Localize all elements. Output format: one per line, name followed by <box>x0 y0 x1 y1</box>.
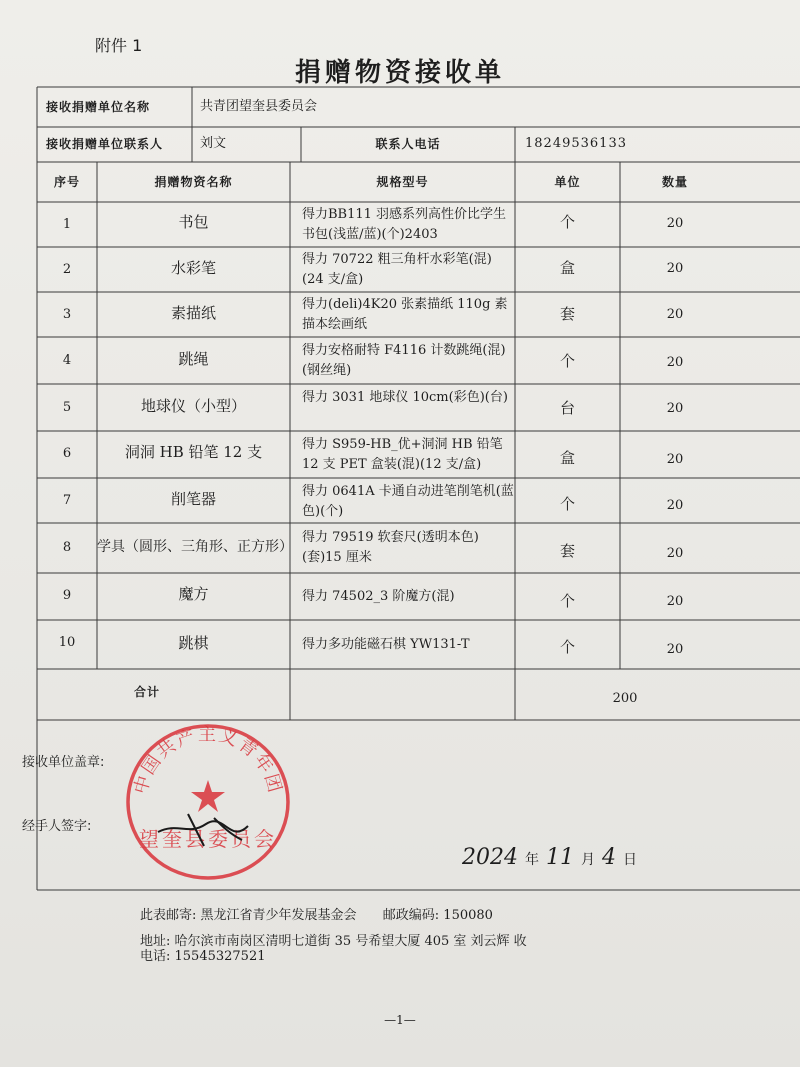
recipient-contact-value: 刘文 <box>200 136 227 151</box>
row-spec: 得力 79519 软套尺(透明本色)(套)15 厘米 <box>302 530 479 565</box>
row-index: 5 <box>62 400 72 415</box>
handler-label: 经手人签字: <box>22 819 92 834</box>
row-index: 6 <box>62 446 72 461</box>
row-spec: 得力 74502_3 阶魔方(混) <box>302 589 455 604</box>
row-qty: 20 <box>666 355 684 370</box>
mail-to-line: 此表邮寄: 黑龙江省青少年发展基金会 邮政编码: 150080 <box>140 908 493 923</box>
row-unit: 套 <box>559 305 575 323</box>
page-title: 捐赠物资接收单 <box>294 58 505 88</box>
row-unit: 盒 <box>559 449 575 467</box>
address-line: 地址: 哈尔滨市南岗区清明七道街 35 号希望大厦 405 室 刘云辉 收 <box>140 934 527 949</box>
row-spec: 得力 70722 粗三角杆水彩笔(混)(24 支/盒) <box>302 252 492 287</box>
col-header-qty: 数量 <box>661 175 688 189</box>
row-unit: 个 <box>559 352 575 370</box>
row-qty: 20 <box>666 498 684 513</box>
row-spec: 得力 S959-HB_优+洞洞 HB 铅笔 12 支 PET 盒装(混)(12 支/盒) <box>302 437 503 472</box>
page-number: —1— <box>384 1013 416 1027</box>
row-spec: 得力多功能磁石棋 YW131-T <box>302 637 470 652</box>
row-qty: 20 <box>666 546 684 561</box>
row-qty: 20 <box>666 594 684 609</box>
row-index: 8 <box>62 540 72 555</box>
attachment-label: 附件 1 <box>95 36 143 55</box>
row-spec: 得力安格耐特 F4116 计数跳绳(混)(钢丝绳) <box>302 343 506 378</box>
row-index: 9 <box>62 588 72 603</box>
row-index: 7 <box>62 493 72 508</box>
col-header-name: 捐赠物资名称 <box>154 175 233 189</box>
row-qty: 20 <box>666 452 684 467</box>
phone-value: 18249536133 <box>525 136 627 151</box>
row-spec: 得力 0641A 卡通自动进笔削笔机(蓝色)(个) <box>302 484 514 519</box>
row-name: 素描纸 <box>170 304 216 322</box>
row-unit: 个 <box>559 495 575 513</box>
row-unit: 个 <box>559 638 575 656</box>
col-header-unit: 单位 <box>554 175 581 189</box>
row-unit: 台 <box>559 399 575 417</box>
row-spec: 得力(deli)4K20 张素描纸 110g 素描本绘画纸 <box>302 297 508 332</box>
row-name: 地球仪（小型） <box>140 397 246 415</box>
total-label: 合计 <box>133 685 160 699</box>
handwritten-date: 2024 年 11 月 4 日 <box>462 845 637 870</box>
row-qty: 20 <box>666 401 684 416</box>
row-unit: 个 <box>559 213 575 231</box>
row-name: 跳棋 <box>178 634 209 652</box>
row-unit: 盒 <box>559 259 575 277</box>
recipient-unit-label: 接收捐赠单位名称 <box>46 100 151 114</box>
recipient-contact-label: 接收捐赠单位联系人 <box>46 137 164 151</box>
row-name: 洞洞 HB 铅笔 12 支 <box>124 443 263 461</box>
row-spec: 得力 3031 地球仪 10cm(彩色)(台) <box>302 390 508 405</box>
row-qty: 20 <box>666 307 684 322</box>
svg-text:中国共产主义青年团: 中国共产主义青年团 <box>130 724 286 797</box>
row-spec: 得力BB111 羽感系列高性价比学生书包(浅蓝/蓝)(个)2403 <box>302 207 507 242</box>
row-qty: 20 <box>666 261 684 276</box>
row-name: 魔方 <box>178 585 209 603</box>
row-qty: 20 <box>666 642 684 657</box>
row-qty: 20 <box>666 216 684 231</box>
row-index: 1 <box>62 217 72 232</box>
official-seal-icon <box>118 714 298 886</box>
row-name: 学具（圆形、三角形、正方形） <box>97 539 293 555</box>
row-index: 10 <box>58 635 76 650</box>
row-index: 2 <box>62 262 72 277</box>
col-header-index: 序号 <box>53 175 80 189</box>
svg-text:望奎县委员会: 望奎县委员会 <box>139 827 277 851</box>
phone-label: 联系人电话 <box>375 137 441 151</box>
phone-line: 电话: 15545327521 <box>140 949 266 964</box>
row-name: 水彩笔 <box>170 259 216 277</box>
col-header-spec: 规格型号 <box>376 175 429 189</box>
row-unit: 个 <box>559 592 575 610</box>
row-name: 书包 <box>178 213 209 231</box>
recipient-unit-value: 共青团望奎县委员会 <box>200 99 318 114</box>
stamp-label: 接收单位盖章: <box>22 755 105 770</box>
row-unit: 套 <box>559 542 575 560</box>
total-value: 200 <box>612 691 638 706</box>
row-name: 削笔器 <box>170 490 216 508</box>
row-name: 跳绳 <box>178 350 209 368</box>
row-index: 3 <box>62 307 72 322</box>
row-index: 4 <box>62 353 72 368</box>
